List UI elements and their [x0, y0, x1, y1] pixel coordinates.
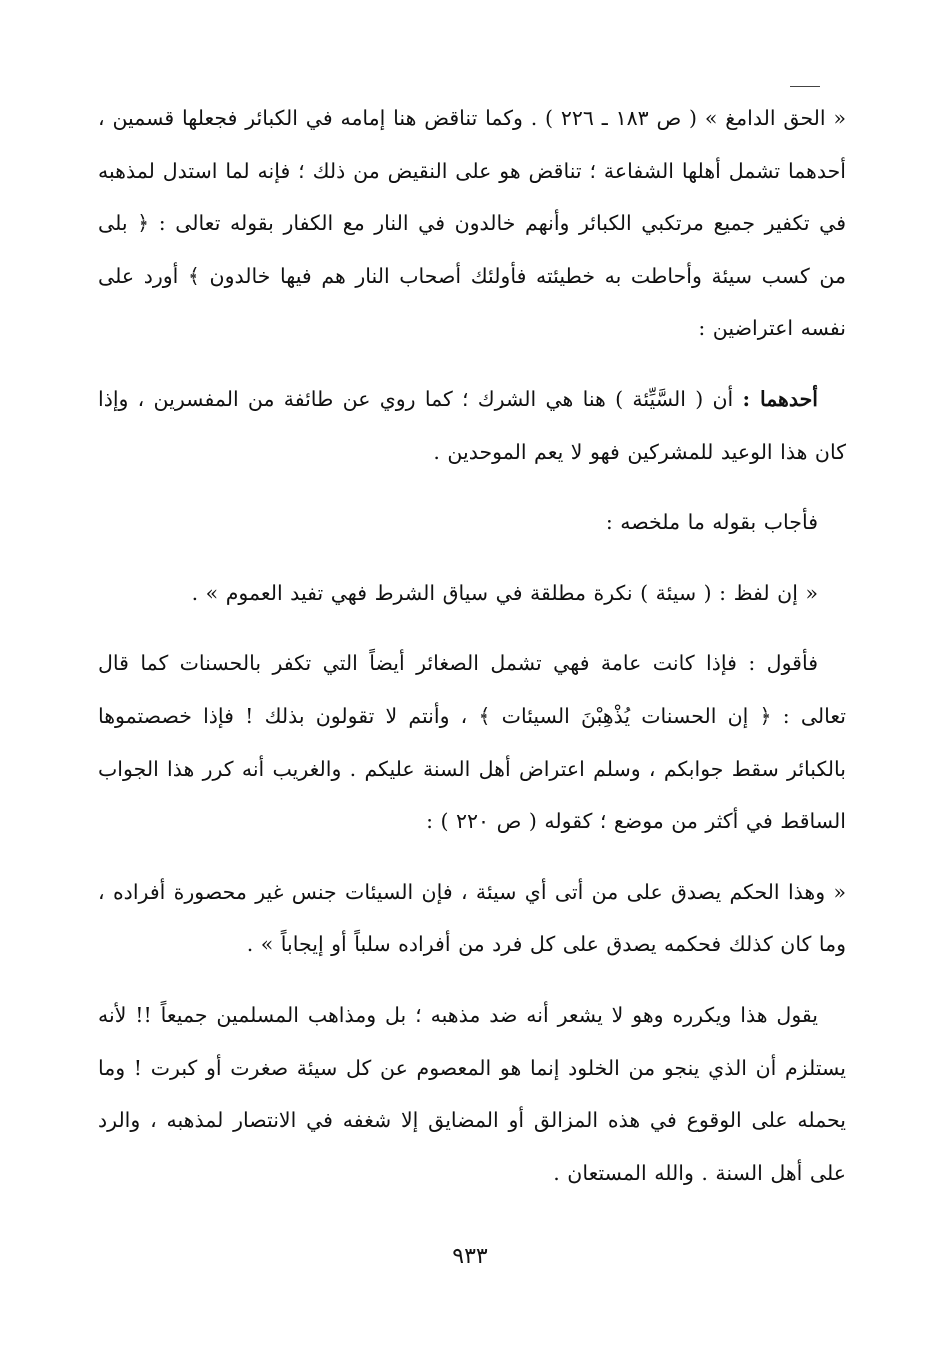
paragraph-4-text: « إن لفظ : ( سيئة ) نكرة مطلقة في سياق الشرط فهي تفيد العموم » . [191, 580, 818, 605]
paragraph-7-text: يقول هذا ويكرره وهو لا يشعر أنه ضد مذهبه ؛ بل ومذاهب المسلمين جميعاً !! لأنه يستلزم أن الذي ينجو من الخلود إنما هو المعصوم عن كل سيئة صغرت أو كبرت ! وما يحمله على الوقوع في هذه المزالق أو المضايق إلا شغفه في الانتصار لمذهبه ، والرد على أهل السنة . والله المستعان . [98, 1002, 846, 1185]
paragraph-gap [98, 478, 846, 496]
paragraph-6 [98, 866, 846, 971]
paragraph-2-lead: أحدهما : [742, 386, 818, 411]
page-number: ٩٣٣ [452, 1244, 488, 1269]
page-body [98, 92, 846, 1199]
paragraph-2 [98, 373, 846, 478]
paragraph-1 [98, 92, 846, 355]
paragraph-7 [98, 989, 846, 1199]
paragraph-gap [98, 619, 846, 637]
top-rule [790, 86, 820, 87]
paragraph-5 [98, 637, 846, 847]
paragraph-gap [98, 848, 846, 866]
paragraph-1-text: « الحق الدامغ » ( ص ١٨٣ ـ ٢٢٦ ) . وكما تناقض هنا إمامه في الكبائر فجعلها قسمين ، أحدهما تشمل أهلها الشفاعة ؛ تناقض هو على النقيض من ذلك ؛ فإنه لما استدل لمذهبه في تكفير جميع مرتكبي الكبائر وأنهم خالدون في النار مع الكفار بقوله تعالى : ﴿ بلى من كسب سيئة وأحاطت به خطيئته فأولئك أصحاب النار هم فيها خالدون ﴾ أورد على نفسه اعتراضين : [98, 106, 847, 341]
paragraph-3 [98, 496, 846, 549]
paragraph-5-text: فأقول : فإذا كانت عامة فهي تشمل الصغائر أيضاً التي تكفر بالحسنات كما قال تعالى : ﴿ إن الحسنات يُذْهِبْنَ السيئات ﴾ ، وأنتم لا تقولون بذلك ! فإذا خصصتموها بالكبائر سقط جوابكم ، وسلم اعتراض أهل السنة عليكم . والغريب أنه كرر هذا الجواب الساقط في أكثر من موضع ؛ كقوله ( ص ٢٢٠ ) : [98, 651, 846, 834]
paragraph-4 [98, 567, 846, 620]
paragraph-2-text: أن ( السَّيِّئة ) هنا هي الشرك ؛ كما روي عن طائفة من المفسرين ، وإذا كان هذا الوعيد للمشركين فهو لا يعم الموحدين . [98, 386, 846, 464]
paragraph-gap [98, 971, 846, 989]
paragraph-3-text: فأجاب بقوله ما ملخصه : [605, 510, 818, 535]
paragraph-6-text: « وهذا الحكم يصدق على من أتى أي سيئة ، فإن السيئات جنس غير محصورة أفراده ، وما كان كذلك فحكمه يصدق على كل فرد من أفراده سلباً أو إيجاباً » . [98, 879, 846, 957]
paragraph-gap [98, 549, 846, 567]
paragraph-gap [98, 355, 846, 373]
